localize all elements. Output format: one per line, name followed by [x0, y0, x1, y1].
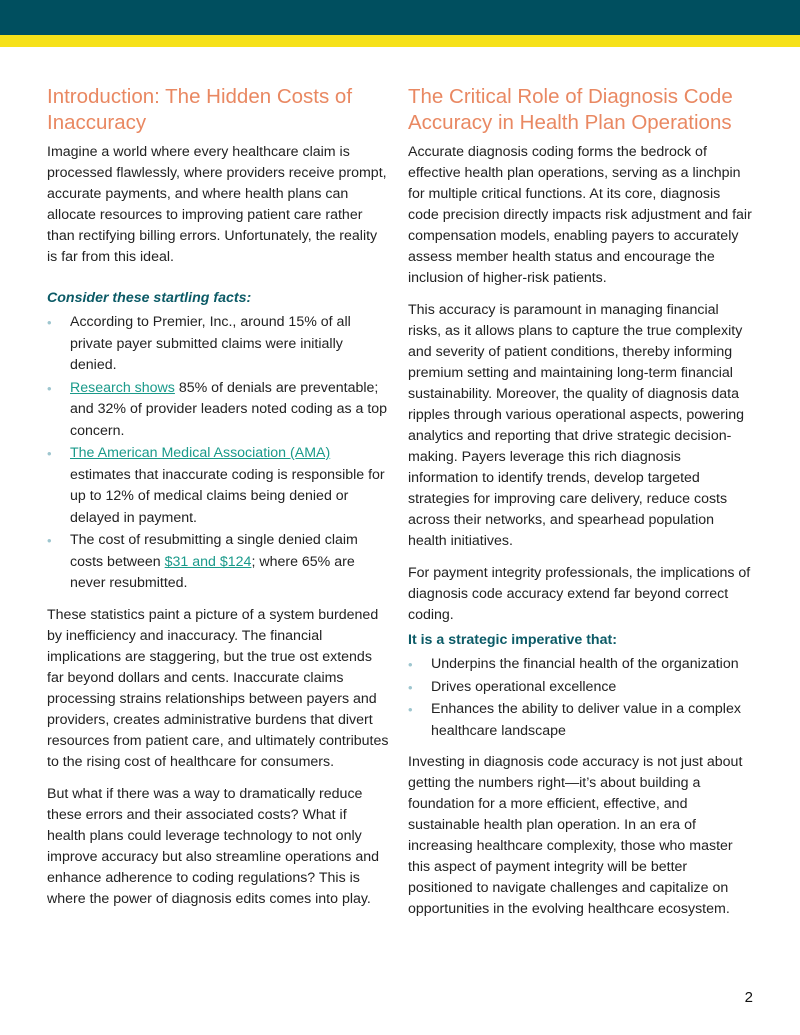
- right-column: [408, 84, 753, 931]
- financial-risk-paragraph: This accuracy is paramount in managing financial risks, as it allows plans to capture the true complexity and severity of patient conditions, thereby informing premium setting and maintaining long-term financial sustainability. Moreover, the quality of diagnosis data ripples through various operational aspects, powering analytics and reporting that drive strategic decision-making. Payers leverage this rich diagnosis information to identify trends, develop targeted strategies for improving care delivery, reduce costs across their networks, and spearhead population health initiatives.: [408, 302, 744, 549]
- list-item: [408, 699, 753, 742]
- bullet-icon: •: [408, 679, 413, 695]
- fact-text: The cost of resubmitting a single denied claim costs between: [70, 532, 358, 570]
- left-column: [47, 84, 389, 921]
- list-item: [408, 654, 753, 676]
- list-item: [408, 677, 753, 699]
- payment-integrity-paragraph: For payment integrity professionals, the implications of diagnosis code accuracy extend far beyond correct coding.: [408, 565, 751, 623]
- bullet-icon: •: [47, 446, 52, 461]
- header-band: [0, 0, 800, 35]
- fact-text: estimates that inaccurate coding is responsible for up to 12% of medical claims being denied or delayed in payment.: [70, 466, 385, 526]
- investing-paragraph: Investing in diagnosis code accuracy is not just about getting the numbers right—it’s about building a foundation for a more efficient, effective, and sustainable health plan operation. In an era of increasing healthcare complexity, those who master this aspect of payment integrity will be better positioned to navigate challenges and capitalize on opportunities in the evolving healthcare ecosystem.: [408, 754, 743, 917]
- fact-text: ; where 65% are never resubmitted.: [70, 553, 355, 591]
- imperative-text: Drives operational excellence: [431, 678, 617, 695]
- statistics-paragraph: These statistics paint a picture of a system burdened by inefficiency and inaccuracy. The financial implications are staggering, but the true ost extends far beyond dollars and cents. Inaccurate claims processing strains relationships between payers and providers, creates administrative burdens that divert resources from patient care, and ultimately contributes to the rising cost of healthcare for consumers.: [47, 606, 389, 770]
- intro-paragraph: Imagine a world where every healthcare claim is processed flawlessly, where providers receive prompt, accurate payments, and where health plans can allocate resources to improving patient care rather than rectifying billing errors. Unfortunately, the reality is far from this ideal.: [47, 144, 387, 265]
- bullet-icon: •: [47, 380, 52, 396]
- intro-heading: Introduction: The Hidden Costs of Inaccuracy: [47, 85, 353, 134]
- bullet-icon: •: [408, 657, 413, 672]
- facts-list: [47, 312, 389, 595]
- imperative-list: [408, 654, 753, 742]
- imperative-text: Enhances the ability to deliver value in a complex healthcare landscape: [431, 701, 741, 739]
- coding-bedrock-paragraph: Accurate diagnosis coding forms the bedrock of effective health plan operations, serving as a linchpin for multiple critical functions. At its core, diagnosis code precision directly impacts risk adjustment and fair compensation models, enabling payers to accurately assess member health status and encourage the inclusion of higher-risk patients.: [408, 144, 752, 286]
- list-item: [47, 312, 389, 377]
- accent-band: [0, 35, 800, 47]
- imperative-lead: It is a strategic imperative that:: [408, 632, 617, 648]
- critical-role-heading: The Critical Role of Diagnosis Code Accuracy in Health Plan Operations: [408, 85, 733, 134]
- bullet-icon: •: [47, 533, 52, 548]
- facts-lead: Consider these startling facts:: [47, 290, 252, 306]
- cost-range-link[interactable]: $31 and $124: [164, 553, 252, 570]
- bullet-icon: •: [47, 315, 52, 330]
- research-shows-link[interactable]: Research shows: [70, 379, 175, 396]
- page-number: 2: [744, 989, 753, 1006]
- fact-text: According to Premier, Inc., around 15% of all private payer submitted claims were initially denied.: [70, 314, 351, 373]
- list-item: [47, 530, 389, 595]
- imperative-text: Underpins the financial health of the organization: [431, 656, 739, 672]
- list-item: [47, 443, 389, 529]
- bullet-icon: •: [408, 702, 413, 717]
- fact-text: 85% of denials are preventable; and 32% of provider leaders noted coding as a top concern.: [70, 379, 388, 439]
- list-item: [47, 378, 389, 443]
- ama-link[interactable]: The American Medical Association (AMA): [70, 445, 331, 461]
- diagnosis-edits-paragraph: But what if there was a way to dramatically reduce these errors and their associated costs? What if health plans could leverage technology to not only improve accuracy but also streamline operations and enhance adherence to coding regulations? This is where the power of diagnosis edits comes into play.: [47, 785, 379, 907]
